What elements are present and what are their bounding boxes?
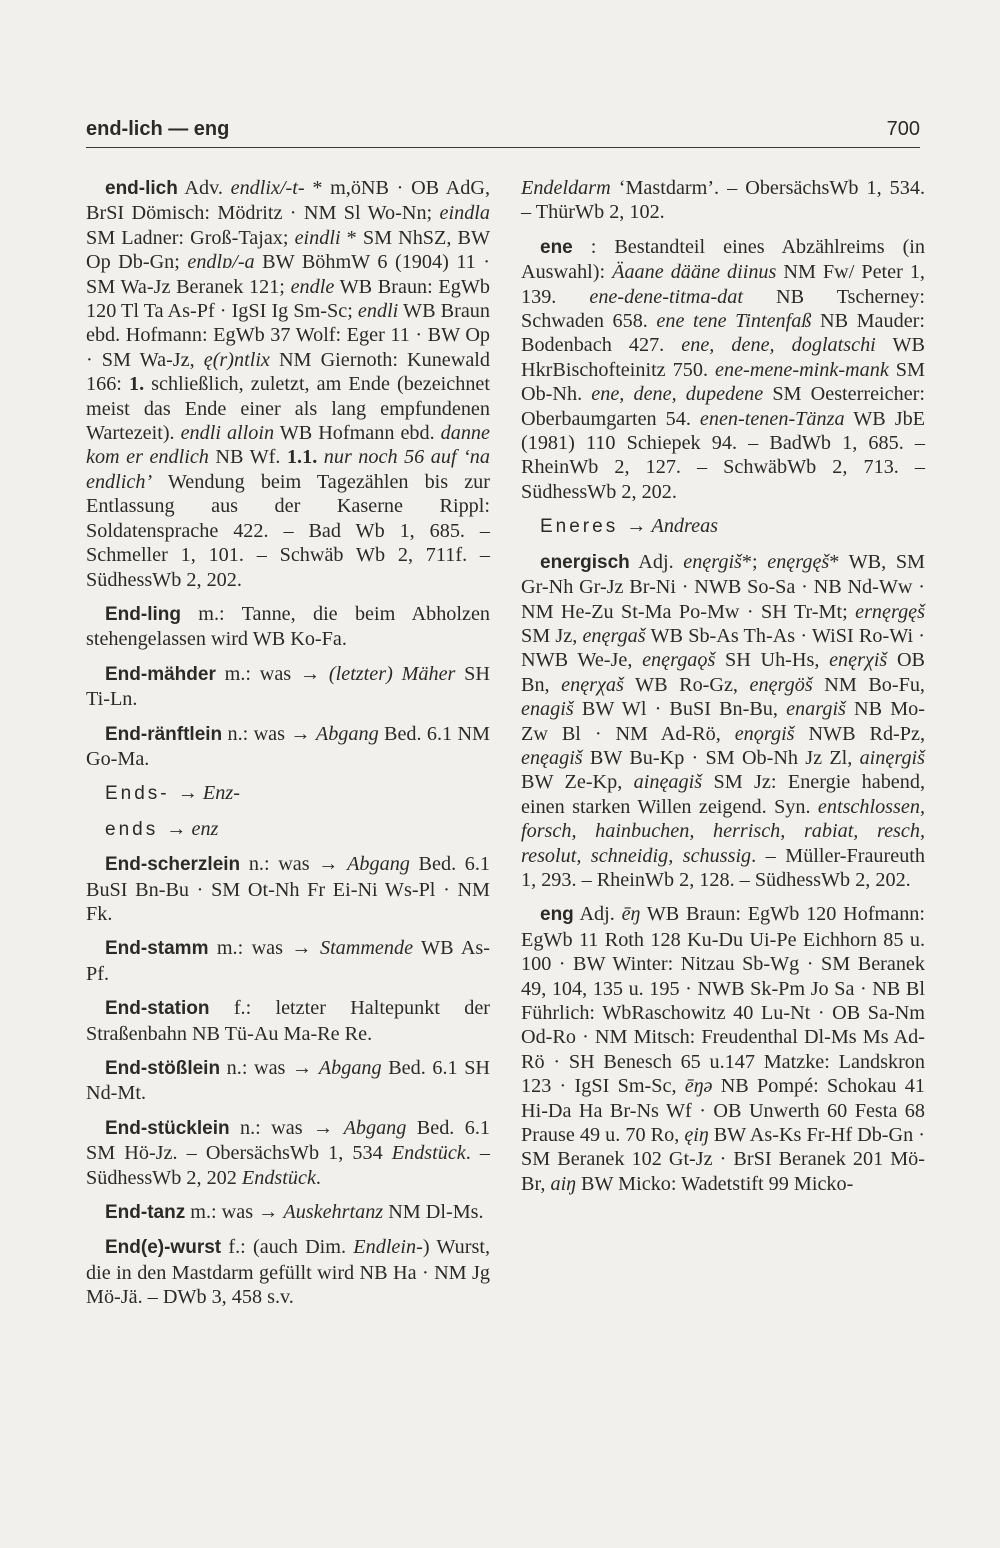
dictionary-entry xyxy=(86,936,490,986)
entry-headword: End-stamm xyxy=(105,938,209,960)
entry-headword: End-stücklein xyxy=(105,1117,230,1139)
entry-body: f.: letzter Haltepunkt der Straßenbahn NB Tü-Au Ma-Re Re. xyxy=(86,997,490,1045)
entry-body: Endeldarm ‘Mastdarm’. – ObersächsWb 1, 534. – ThürWb 2, 102. xyxy=(521,177,925,224)
dictionary-entry xyxy=(86,1200,490,1225)
dictionary-entry xyxy=(86,817,490,842)
dictionary-entry xyxy=(86,781,490,806)
running-head xyxy=(86,118,920,141)
dictionary-entry xyxy=(86,996,490,1046)
dictionary-entry xyxy=(86,602,490,652)
dictionary-entry xyxy=(521,235,925,504)
entry-body: m.: was → Auskehrtanz NM Dl-Ms. xyxy=(190,1201,484,1224)
cross-reference-headword: Eneres xyxy=(540,516,619,538)
entry-body: → enz xyxy=(166,817,219,840)
entry-body: m.: was → Stammende WB As-Pf. xyxy=(86,937,490,985)
entry-headword: End-ling xyxy=(105,603,181,625)
dictionary-entry xyxy=(521,550,925,893)
entry-headword: ene xyxy=(540,236,573,258)
dictionary-entry xyxy=(86,176,490,592)
entry-body: n.: was → Abgang Bed. 6.1 SH Nd-Mt. xyxy=(86,1057,491,1105)
entry-body: Adv. endlix/-t- * m,öNB · OB AdG, BrSI Dömisch: Mödritz · NM Sl Wo-Nn; eindla SM Ladner: Groß-Tajax; eindli * SM NhSZ, BW Op Db-Gn; endlɒ/-a BW BöhmW 6 (1904) 11 · SM Wa-Jz Beranek 121; endle WB Braun: EgWb 120 Tl Ta As-Pf · IgSI Ig Sm-Sc; endli WB Braun ebd. Hofmann: EgWb 37 Wolf: Eger 11 · BW Op · SM Wa-Jz, ę(r)ntlix NM Giernoth: Kunewald 166: 1. schließlich, zuletzt, am Ende (bezeichnet meist das Ende einer als lang empfundenen Wartezeit). endli alloin WB Hofmann ebd. danne kom er endlich NB Wf. 1.1. nur noch 56 auf ‘na endlich’ Wendung beim Tagezählen bis zur Entlassung aus der Kaserne Rippl: Soldatensprache 422. – Bad Wb 1, 685. – Schmeller 1, 101. – Schwäb Wb 2, 711f. – SüdhessWb 2, 202. xyxy=(86,177,491,591)
left-column xyxy=(86,176,490,1320)
dictionary-entry xyxy=(521,902,925,1196)
right-column xyxy=(521,176,925,1206)
entry-body: n.: was → Abgang Bed. 6.1 NM Go-Ma. xyxy=(86,722,490,770)
header-rule xyxy=(86,147,920,148)
entry-headword: End-station xyxy=(105,998,210,1020)
dictionary-entry xyxy=(86,1116,490,1190)
page-number: 700 xyxy=(886,118,920,140)
entry-body: m.: was → (letzter) Mäher SH Ti-Ln. xyxy=(86,662,490,711)
cross-reference-headword: Ends- xyxy=(105,783,170,805)
entry-body: : Bestandteil eines Abzählreims (in Auswahl): Äaane dääne diinus NM Fw/ Peter 1, 139. ene-dene-titma-dat NB Tscherney: Schwaden 658. ene tene Tintenfaß NB Mauder: Bodenbach 427. ene, dene, doglatschi WB HkrBischofteinitz 750. ene-mene-mink-mank SM Ob-Nh. ene, dene, dupedene SM Oesterreicher: Oberbaumgarten 54. enen-tenen-Tänza WB JbE (1981) 110 Schiepek 94. – BadWb 1, 685. – RheinWb 2, 127. – SchwäbWb 2, 713. – SüdhessWb 2, 202. xyxy=(521,235,926,503)
entry-body: Adj. ēŋ WB Braun: EgWb 120 Hofmann: EgWb 11 Roth 128 Ku-Du Ui-Pe Eichhorn 85 u. 100 · BW Winter: Nitzau Sb-Wg · SM Beranek 49, 104, 135 u. 195 · NWB Sk-Pm Jo Sa · NB Bl Führlich: WbRaschowitz 40 Lu-Nt · OB Sa-Nm Od-Ro · NM Mitsch: Freudenthal Dl-Ms Ms Ad-Rö · SH Benesch 65 u.147 Matzke: Landskron 123 · IgSI Sm-Sc, ēŋə NB Pompé: Schokau 41 Hi-Da Ha Br-Ns Wf · OB Unwerth 60 Festa 68 Prause 49 u. 70 Ro, ęiŋ BW As-Ks Fr-Hf Db-Gn · SM Beranek 102 Gt-Jz · BrSI Beranek 201 Mö-Br, aiŋ BW Micko: Wadetstift 99 Micko- xyxy=(521,903,926,1195)
dictionary-entry xyxy=(86,852,490,926)
dictionary-entry xyxy=(86,662,490,712)
entry-headword: End-stößlein xyxy=(105,1058,221,1079)
entry-headword: End-ränftlein xyxy=(105,723,223,745)
entry-headword: End(e)-wurst xyxy=(105,1237,222,1259)
dictionary-entry xyxy=(86,1235,490,1309)
entry-body: Adj. enęrgiš*; enęrgęš* WB, SM Gr-Nh Gr-Jz Br-Ni · NWB So-Sa · NB Nd-Ww · NM He-Zu St-Ma Po-Mw · SH Tr-Mt; ernęrgęš SM Jz, enęrgaš WB Sb-As Th-As · WiSI Ro-Wi · NWB We-Je, enęrgaǫš SH Uh-Hs, enęrχiš OB Bn, enęrχaš WB Ro-Gz, enęrgöš NM Bo-Fu, enagiš BW Wl · BuSI Bn-Bu, enargiš NB Mo-Zw Bl · NM Ad-Rö, enǫrgiš NWB Rd-Pz, enęagiš BW Bu-Kp · SM Ob-Nh Jz Zl, ainęrgiš BW Ze-Kp, ainęagiš SM Jz: Energie habend, einen starken Willen zeigend. Syn. entschlossen, forsch, hainbuchen, herrisch, rabiat, resch, resolut, schneidig, schussig. – Müller-Fraureuth 1, 293. – RheinWb 2, 128. – SüdhessWb 2, 202. xyxy=(521,550,926,891)
dictionary-entry xyxy=(521,176,925,225)
dictionary-entry xyxy=(86,1056,490,1106)
entry-body: n.: was → Abgang Bed. 6.1 BuSI Bn-Bu · SM Ot-Nh Fr Ei-Ni Ws-Pl · NM Fk. xyxy=(86,853,490,925)
cross-reference-headword: ends xyxy=(105,818,159,840)
dictionary-entry xyxy=(86,722,490,772)
entry-body: → Enz- xyxy=(177,782,240,805)
entry-headword: eng xyxy=(540,904,574,926)
entry-body: f.: (auch Dim. Endlein-) Wurst, die in den Mastdarm gefüllt wird NB Ha · NM Jg Mö-Jä. – DWb 3, 458 s.v. xyxy=(86,1236,490,1309)
entry-body: → Andreas xyxy=(626,515,719,538)
entry-headword: energisch xyxy=(540,551,630,573)
running-title: end-lich — eng xyxy=(86,118,230,140)
entry-body: n.: was → Abgang Bed. 6.1 SM Hö-Jz. – ObersächsWb 1, 534 Endstück. – SüdhessWb 2, 202 Endstück. xyxy=(86,1116,491,1189)
entry-body: m.: Tanne, die beim Abholzen stehengelassen wird WB Ko-Fa. xyxy=(86,602,490,651)
entry-headword: End-tanz xyxy=(105,1202,186,1224)
entry-headword: End-scherzlein xyxy=(105,854,241,876)
dictionary-entry xyxy=(521,514,925,539)
entry-headword: end-lich xyxy=(105,178,178,199)
entry-headword: End-mähder xyxy=(105,663,216,685)
